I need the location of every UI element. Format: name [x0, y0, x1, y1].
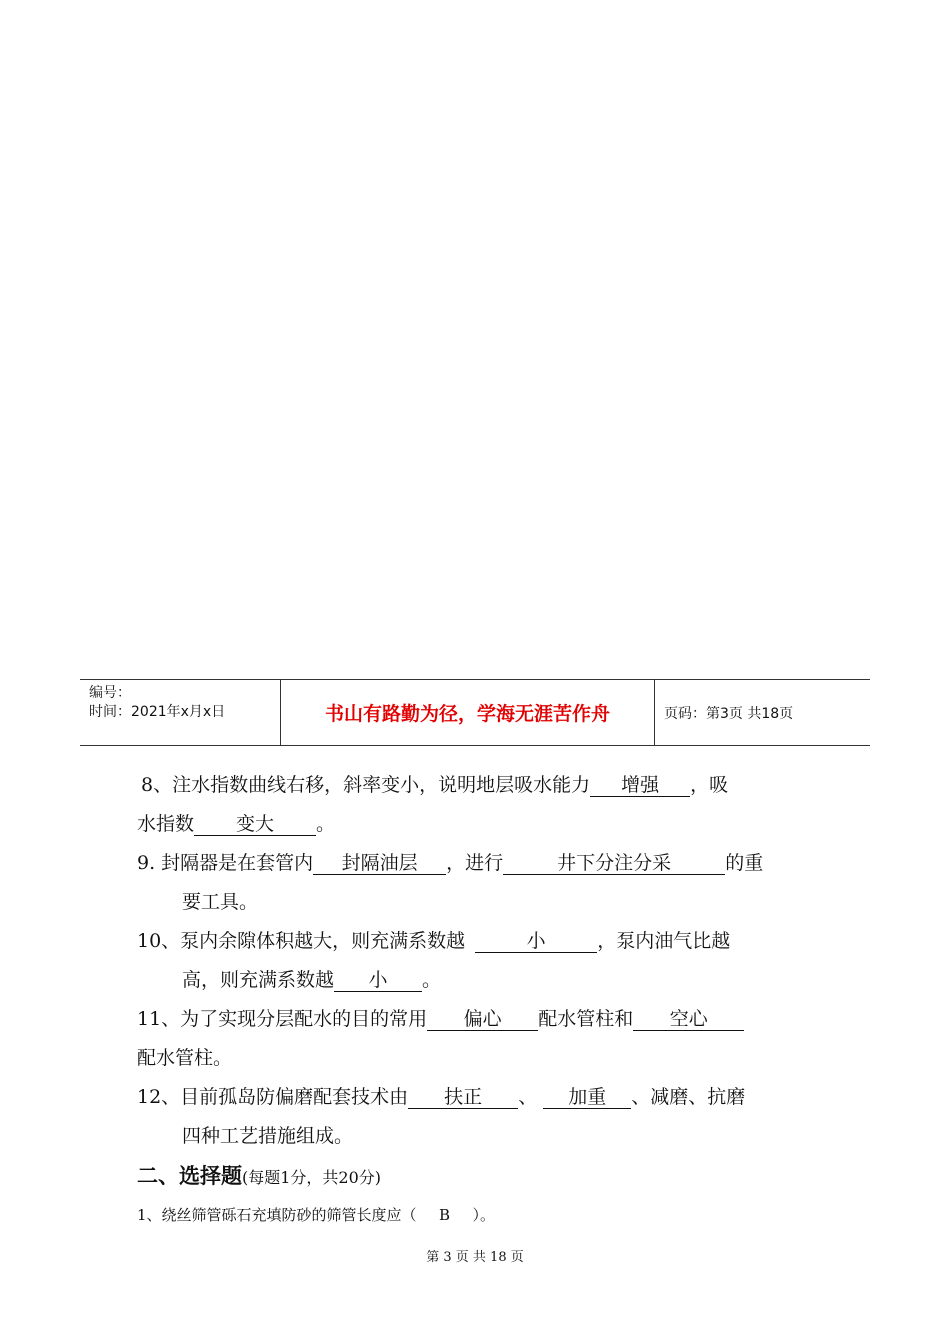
question-10-blank-1: 小 [475, 930, 597, 953]
question-10-text-mid: ，泵内油气比越 [597, 930, 731, 952]
document-id-label: 编号： [89, 685, 131, 701]
question-11-blank-1: 偏心 [427, 1008, 538, 1031]
question-11-line-1 [137, 1004, 744, 1031]
question-9-text-end: 的重 [725, 852, 764, 874]
question-8-text-line2: 水指数 [137, 813, 195, 835]
page-footer: 第 3 页 共 18 页 [426, 1250, 524, 1265]
question-12-text: 12、目前孤岛防偏磨配套技术由 [137, 1086, 409, 1108]
question-10-line-2 [182, 965, 441, 992]
question-10-text-end: 。 [422, 969, 442, 991]
header-motto: 书山有路勤为径，学海无涯苦作舟 [324, 703, 610, 725]
question-11-line-2: 配水管柱。 [137, 1047, 233, 1069]
question-9-blank-2: 井下分注分采 [503, 852, 725, 875]
question-8-text-end: 。 [316, 813, 336, 835]
question-11-text: 11、为了实现分层配水的目的常用 [137, 1008, 428, 1030]
question-8-text: 8、注水指数曲线右移，斜率变小，说明地层吸水能力 [141, 774, 591, 796]
question-9-text: 9. 封隔器是在套管内 [137, 852, 314, 874]
page-header [80, 679, 870, 746]
header-info-cell [80, 680, 281, 745]
question-8-text-mid: ，吸 [690, 774, 729, 796]
choice-question-1-text: 1、绕丝筛管砾石充填防砂的筛管长度应（ [137, 1206, 417, 1224]
question-8-blank-1: 增强 [590, 774, 690, 797]
question-12-line-2: 四种工艺措施组成。 [182, 1125, 354, 1147]
header-motto-cell [281, 680, 655, 745]
question-9-line-1 [137, 848, 763, 875]
question-10-blank-2: 小 [334, 969, 422, 992]
question-9-line-2: 要工具。 [182, 891, 259, 913]
question-10-text: 10、泵内余隙体积越大，则充满系数越 [137, 930, 466, 952]
question-10-line-1 [137, 926, 730, 953]
question-9-text-mid: ，进行 [446, 852, 504, 874]
section-heading [137, 1160, 381, 1190]
header-page-cell [655, 680, 870, 745]
question-10-text-line2: 高，则充满系数越 [182, 969, 335, 991]
question-8-line-1 [141, 770, 728, 797]
section-score-note: (每题1分，共20分) [242, 1168, 382, 1187]
question-11-text-mid: 配水管柱和 [538, 1008, 634, 1030]
question-12-text-end: 、减磨、抗磨 [631, 1086, 746, 1108]
choice-question-1-answer: B [439, 1206, 451, 1224]
choice-question-1-end: ）。 [472, 1206, 496, 1224]
question-8-blank-2: 变大 [194, 813, 316, 836]
question-12-line-1 [137, 1082, 745, 1109]
section-title: 二、选择题 [137, 1163, 242, 1188]
document-date: 时间：2021年x月x日 [89, 704, 226, 720]
choice-question-1 [137, 1204, 495, 1225]
question-11-blank-2: 空心 [633, 1008, 744, 1031]
question-12-text-sep: 、 [518, 1086, 538, 1108]
question-8-line-2 [137, 809, 335, 836]
question-12-blank-1: 扶正 [408, 1086, 518, 1109]
question-12-blank-2: 加重 [543, 1086, 631, 1109]
header-page-number: 页码：第3页 共18页 [664, 705, 794, 722]
question-9-blank-1: 封隔油层 [313, 852, 446, 875]
